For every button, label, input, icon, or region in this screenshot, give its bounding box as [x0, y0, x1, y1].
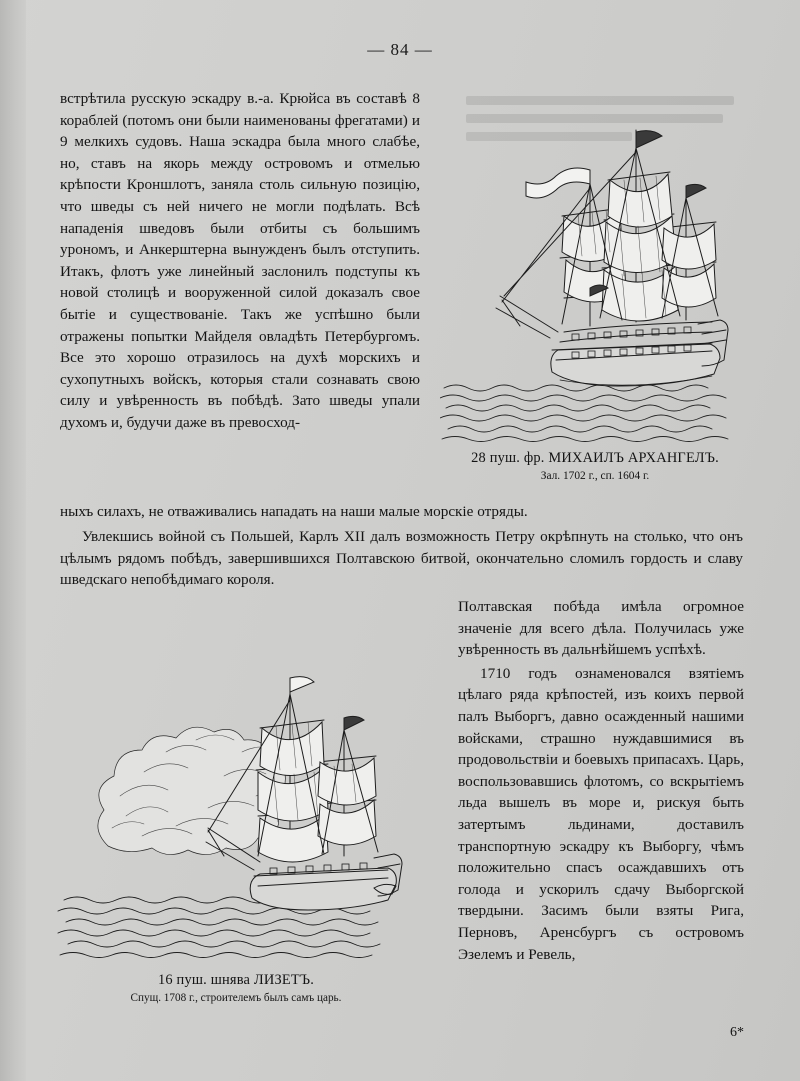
page-number: — 84 — [367, 40, 433, 59]
body-text-right-column [458, 596, 744, 965]
signature-mark: 6* [730, 1025, 744, 1040]
figure-lizet [56, 620, 416, 970]
ship-engraving-illustration [440, 88, 750, 448]
paragraph-1-part-2: ныхъ силахъ, не отваживались нападать на наши малые морскіе отряды. [60, 503, 528, 520]
figure-caption-mihail-arhangel [440, 450, 750, 482]
figure-caption-lizet [56, 972, 416, 1004]
figure-caption-main: 28 пуш. фр. МИХАИЛЪ АРХАНГЕЛЪ. [471, 450, 719, 466]
ship-firing-engraving-illustration [56, 620, 416, 970]
figure-caption-sub: Спущ. 1708 г., строителемъ былъ самъ царь. [130, 992, 342, 1004]
figure-caption-main: 16 пуш. шнява ЛИЗЕТЪ. [157, 972, 315, 988]
paragraph-1-part-1: встрѣтила русскую эскадру в.-а. Крюйса въ составѣ 8 кораблей (потомъ они были наименованы фрегатами) и 9 мелкихъ судовъ. Наша эскадра была много слабѣе, но, ставъ на якорь между островомъ и отмелью крѣпости Кроншлотъ, заняла столь сильную позицію, что шведы съ ней ничего не могли подѣлать. Всѣ нападенія шведовъ были отбиты съ большимъ урономъ, и Анкерштерна вынужденъ былъ отступить. Итакъ, флотъ уже линейный заслонилъ подступы къ новой столицѣ и вооруженной силой доказалъ свое бытіе и существованіе. Такъ же успѣшно были отражены попытки Майделя овладѣть Петербургомъ. Все это хорошо отразилось на духѣ морскихъ и сухопутныхъ войскъ, которыя стали сознавать свою силу и увѣренность въ побѣдѣ. Зато шведы упали духомъ и, будучи даже въ превосход- [60, 90, 420, 431]
body-text-paragraph-2 [60, 526, 743, 591]
figure-mihail-arhangel [440, 88, 750, 448]
paragraph-4: 1710 годъ ознаменовался взятіемъ цѣлаго ряда крѣпостей, изъ коихъ первой палъ Выборгъ, давно осажденный нашими войсками, страшно нуждавшимися въ продовольствіи и боевыхъ припасахъ. Царь, воспользовавшись флотомъ, со вскрытіемъ льда вышелъ въ море и, рискуя быть затертымъ льдинами, доставилъ транспортную эскадру къ Выборгу, чѣмъ положительно спасъ осаждавшихъ отъ голода и ускорилъ сдачу Выборгской твердыни. Засимъ были взяты Рига, Перновъ, Аренсбургъ съ островомъ Эзелемъ и Ревель, [458, 664, 744, 963]
body-text-left-column [60, 88, 420, 434]
figure-caption-sub: Зал. 1702 г., сп. 1604 г. [540, 470, 650, 482]
body-text-full-width-line [60, 501, 743, 523]
paragraph-2: Увлекшись войной съ Польшей, Карлъ XII далъ возможность Петру окрѣпнуть на столько, что онъ цѣлымъ рядомъ побѣдъ, завершившихся Полтавскою битвой, окончательно сломилъ гордость и славу шведскаго непобѣдимаго короля. [60, 528, 743, 589]
paragraph-3: Полтавская побѣда имѣла огромное значеніе для всего дѣла. Получилась уже увѣренность въ дальнѣйшемъ успѣхѣ. [458, 598, 744, 659]
